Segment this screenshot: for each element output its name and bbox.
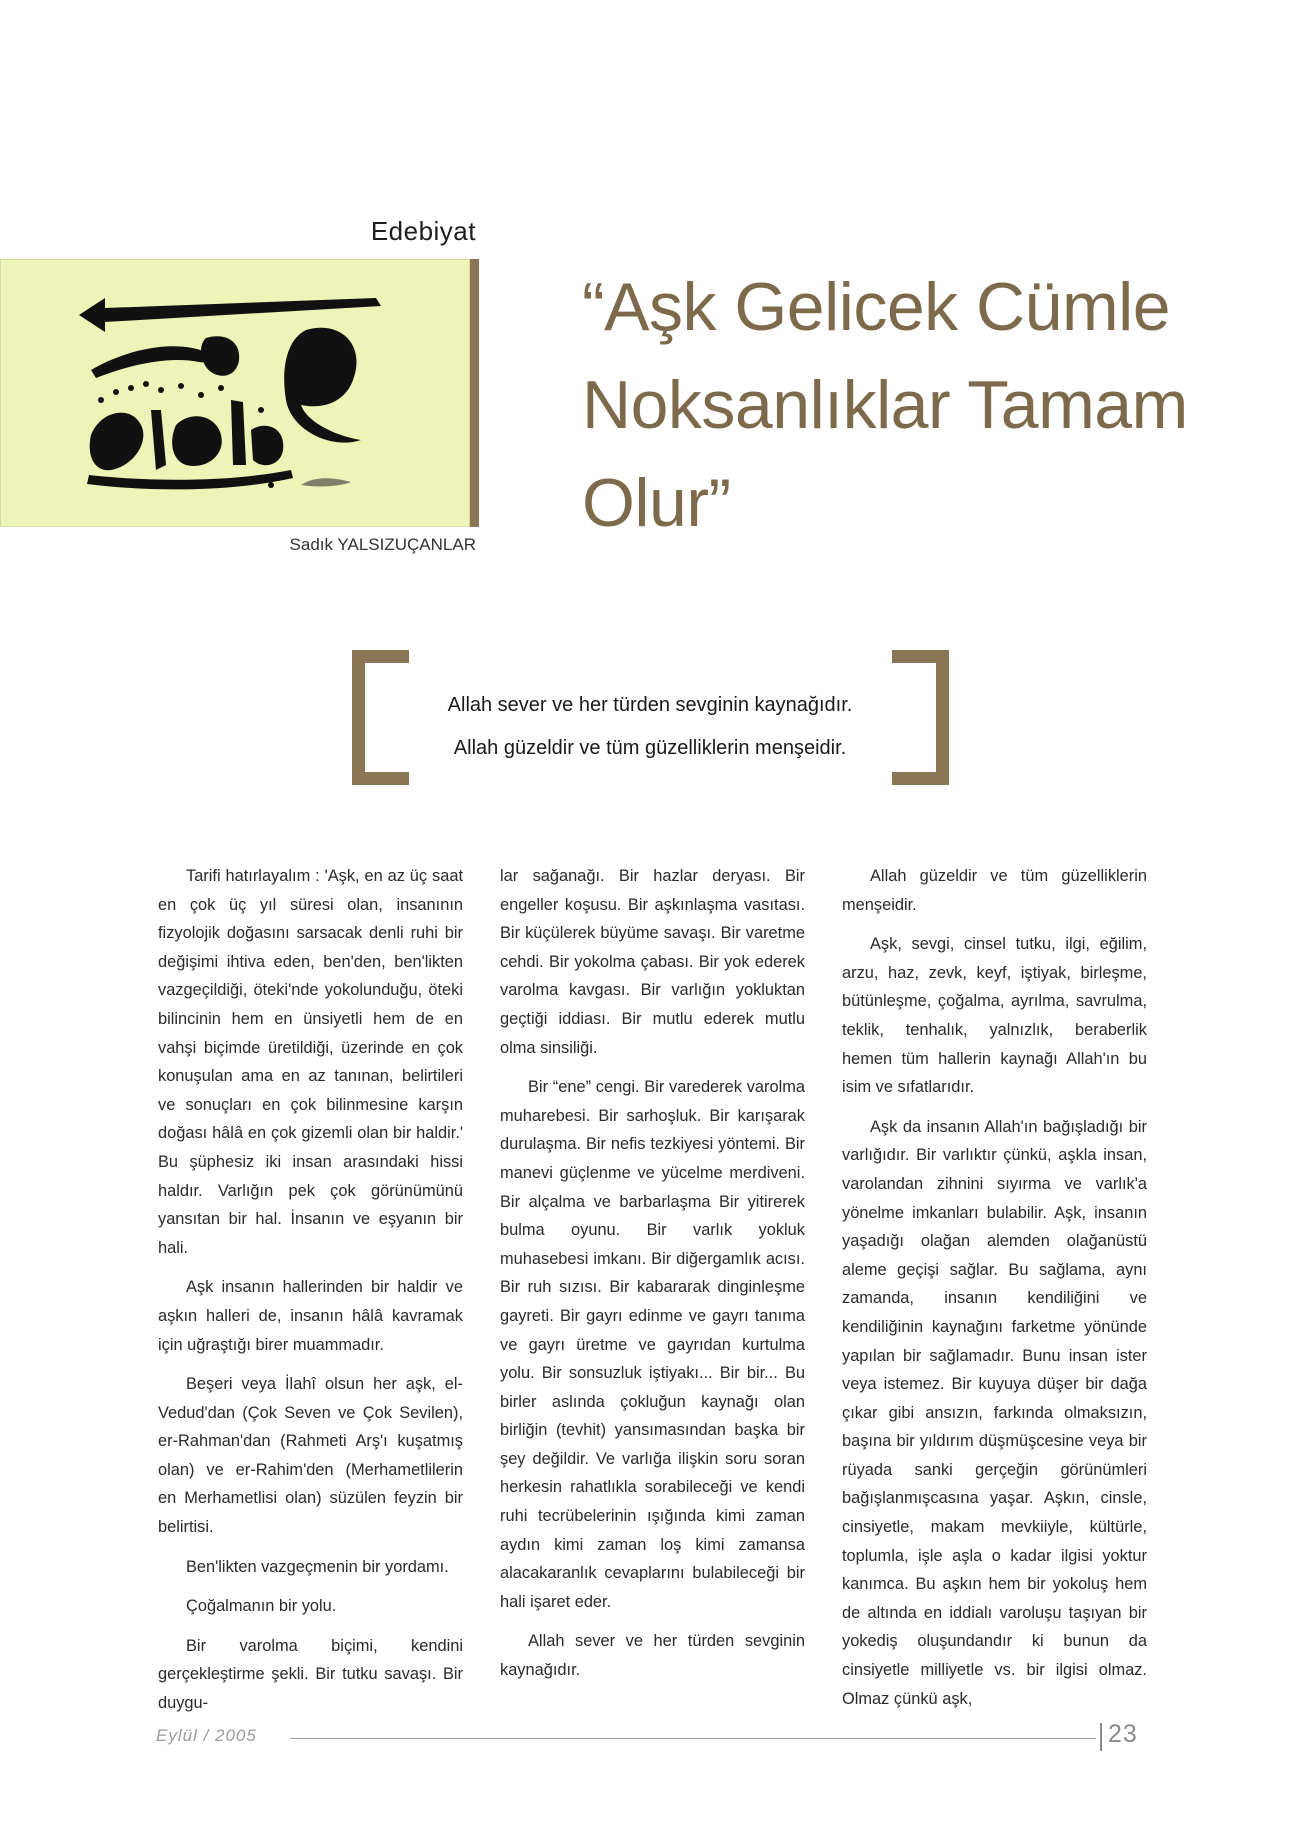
paragraph: Tarifi hatırlayalım : 'Aşk, en az üç saat en çok üç yıl süresi olan, insanının fizyolojik doğasını sarsacak denli ruhi bir değişimi ihtiva eden, ben'den, ben'likten vazgeçildiği, öteki'nde yokolunduğu, öteki bilincinin hem en ünsiyetli hem de en vahşi biçimde üretildiği, üzerinde en çok konuşulan ama en az tanınan, belirtileri ve sonuçları en çok bilinmesine karşın doğası hâlâ en çok gizemli olan bir haldir.' Bu şüphesiz iki insan arasındaki hissi haldır. Varlığın pek çok görünümünü yansıtan bir hal. İnsanın ve eşyanın bir hali.	[158, 867, 463, 1257]
paragraph: Bir varolma biçimi, kendini gerçekleştirme şekli. Bir tutku savaşı. Bir duygu-	[158, 1636, 463, 1713]
article-title	[582, 258, 1272, 552]
paragraph: Ben'likten vazgeçmenin bir yordamı.	[186, 1557, 449, 1576]
footer-divider	[1100, 1723, 1102, 1751]
text-column-3	[842, 862, 1147, 1724]
paragraph: lar sağanağı. Bir hazlar deryası. Bir engeller koşusu. Bir aşkınlaşma vasıtası. Bir küçülerek büyüme savaşı. Bir varetme cehdi. Bir yokolma çabası. Bir yok ederek varolma kavgası. Bir varlığın yokluktan geçtiği iddiası. Bir mutlu ederek mutlu olma sinsiliği.	[500, 867, 805, 1057]
issue-date: Eylül / 2005	[156, 1726, 257, 1745]
calligraphy-drawing	[1, 260, 471, 528]
footer-rule	[290, 1738, 1096, 1739]
pull-quote-line-1: Allah sever ve her türden sevginin kaynağıdır.	[447, 694, 853, 716]
paragraph: Aşk, sevgi, cinsel tutku, ilgi, eğilim, arzu, haz, zevk, keyf, iştiyak, birleşme, bütünleşme, çoğalma, ayrılma, savrulma, teklik, tenhalık, yalnızlık, beraberlik hemen tüm hallerin kaynağı Allah'ın bu isim ve sıfatlarıdır.	[842, 935, 1147, 1097]
title-line-3: Olur”	[582, 465, 731, 541]
page-number: 23	[1108, 1720, 1138, 1748]
quote-bracket-right	[892, 650, 949, 785]
title-line-1: “Aşk Gelicek Cümle	[582, 269, 1171, 345]
text-column-1	[158, 862, 463, 1729]
pull-quote-line-2: Allah güzeldir ve tüm güzelliklerin menşeidir.	[453, 737, 847, 759]
paragraph: Aşk insanın hallerinden bir haldir ve aşkın halleri de, insanın hâlâ kavramak için uğraştığı birer muammadır.	[158, 1278, 463, 1354]
paragraph: Çoğalmanın bir yolu.	[186, 1597, 337, 1616]
section-label: Edebiyat	[370, 216, 476, 246]
calligraphy-artwork	[0, 259, 470, 527]
paragraph: Bir “ene” cengi. Bir varederek varolma muharebesi. Bir sarhoşluk. Bir karışarak durulaşma. Bir nefis tezkiyesi yöntemi. Bir manevi güçlenme ve yücelme merdiveni. Bir alçalma ve barbarlaşma Bir yitirerek bulma oyunu. Bir varlık yokluk muhasebesi imkanı. Bir diğergamlık acısı. Bir ruh sızısı. Bir kabararak dinginleşme gayreti. Bir gayrı edinme ve gayrı tanıma ve gayrı üretme ve gayrıdan kurtulma yolu. Bir sonsuzluk iştiyakı... Bir bir... Bu birler aslında çokluğun kaynağı olan birliğin (tevhit) yansımasından başka bir şey değildir. Ve varlığa ilişkin soru soran herkesin rahatlıkla sorabileceği ve kendi ruhi tecrübelerinin ışığında kimi zaman aydın kimi zaman loş kimi zamansa alacakaranlık cevaplarını bulabileceği bir hali işaret eder.	[500, 1078, 805, 1611]
pull-quote	[420, 684, 880, 770]
paragraph: Allah güzeldir ve tüm güzelliklerin menşeidir.	[842, 867, 1147, 914]
text-column-2	[500, 862, 805, 1696]
paragraph: Aşk da insanın Allah'ın bağışladığı bir varlığıdır. Bir varlıktır çünkü, aşkla insan, varolandan zihnini sıyırma ve varlık'a yönelme imkanları bulabilir. Aşk, insanın yaşadığı olağan alemden olağanüstü aleme geçişi sağlar. Bu sağlama, aynı zamanda, insanın kendiliğini ve kendiliğinin kaynağını farketme yönünde yapılan bir sağlamadır. Bunu insan ister veya istemez. Bir kuyuya düşer bir dağa çıkar gibi ansızın, farkında olmaksızın, başına bir yıldırım düşmüşcesine veya bir rüyada sanki gerçeğin görünümleri bağışlanmışcasına yaşar. Aşkın, cinsle, cinsiyetle, makam mevkiiyle, kültürle, toplumla, işle aşla o kadar ilgisi yoktur kanımca. Bu aşkın hem bir yokoluş hem de altında en iddialı varoluşu taşıyan bir yokediş oluşundandır ki bunun da cinsiyetle milliyetle vs. bir ilgisi olmaz. Olmaz çünkü aşk,	[842, 1117, 1147, 1708]
artwork-frame-edge	[470, 259, 479, 527]
author-name: Sadık YALSIZUÇANLAR	[289, 535, 476, 554]
paragraph: Beşeri veya İlahî olsun her aşk, el-Vedud'dan (Çok Seven ve Çok Sevilen), er-Rahman'dan (Rahmeti Arş'ı kuşatmış olan) ve er-Rahim'den (Merhametlilerin en Merhametlisi olan) süzülen feyzin bir belirtisi.	[158, 1375, 463, 1537]
quote-bracket-left	[352, 650, 409, 785]
paragraph: Allah sever ve her türden sevginin kaynağıdır.	[500, 1632, 805, 1680]
title-line-2: Noksanlıklar Tamam	[582, 367, 1188, 443]
